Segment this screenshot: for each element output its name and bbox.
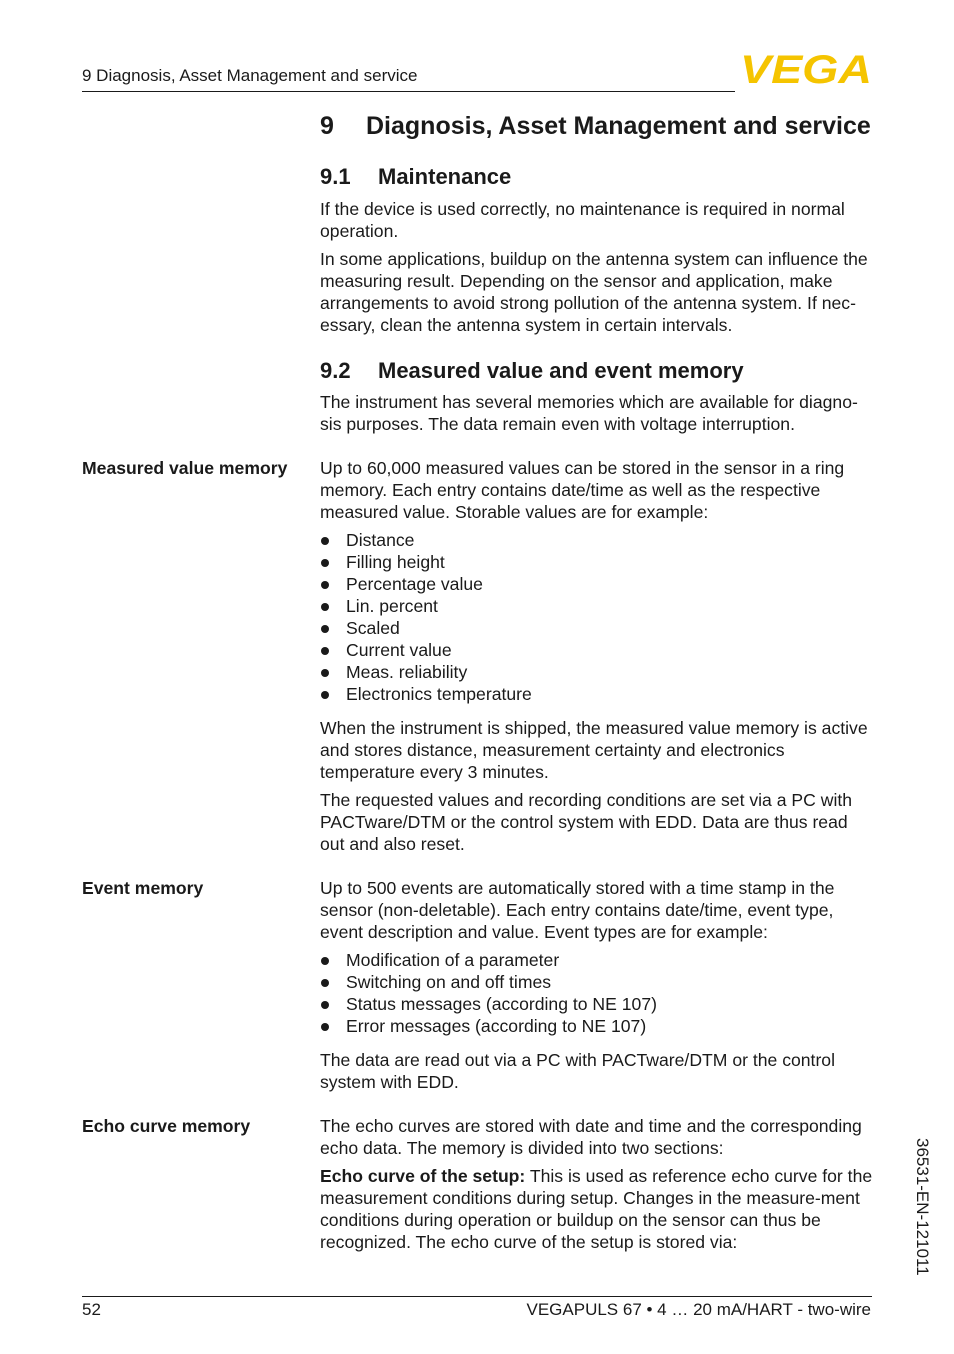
bullet-icon	[321, 957, 329, 965]
measured-memory-paragraph-1: Up to 60,000 measured values can be stored in the sensor in a ring memory. Each entry contains date/time as well as the respective measured value. Storable values are for example:	[320, 458, 845, 522]
footer-product: VEGAPULS 67 • 4 … 20 mA/HART - two-wire	[526, 1300, 871, 1319]
event-memory-label: Event memory	[82, 878, 204, 898]
measured-memory-paragraph-2: When the instrument is shipped, the measured value memory is active and stores distance, measurement certainty and electronics temperature every 3 minutes.	[320, 718, 868, 782]
echo-setup-text: This is used as reference echo curve for the measurement conditions during setup. Changes in the measure-ment conditions during operation or buildup on the sensor can thus be recognized. The echo curve of the setup is stored via:	[320, 1166, 873, 1252]
event-types-list	[320, 949, 876, 1037]
section-title: Measured value and event memory	[378, 358, 744, 383]
bullet-icon	[321, 979, 329, 987]
list-item: Electronics temperature	[320, 683, 876, 705]
section-title: Maintenance	[378, 164, 512, 189]
list-item: Meas. reliability	[320, 661, 876, 683]
section-number: 9.1	[320, 164, 351, 189]
bullet-icon	[321, 559, 329, 567]
section-9-1-heading	[320, 164, 511, 190]
list-item: Switching on and off times	[320, 971, 876, 993]
list-item: Percentage value	[320, 573, 876, 595]
running-header: 9 Diagnosis, Asset Management and service	[82, 66, 418, 85]
list-item: Status messages (according to NE 107)	[320, 993, 876, 1015]
header-rule	[82, 91, 735, 92]
measured-memory-paragraph-3: The requested values and recording conditions are set via a PC with PACTware/DTM or the control system with EDD. Data are thus read out and also reset.	[320, 790, 853, 854]
section-9-2-heading	[320, 358, 744, 384]
maintenance-paragraph-2: In some applications, buildup on the antenna system can influence the measuring result. Depending on the sensor and application, make arrangements to avoid strong pollution of the antenna system. If nec-essary, clean the antenna system in certain intervals.	[320, 249, 868, 335]
bullet-icon	[321, 1023, 329, 1031]
bullet-icon	[321, 1001, 329, 1009]
bullet-icon	[321, 669, 329, 677]
event-memory-paragraph-2: The data are read out via a PC with PACTware/DTM or the control system with EDD.	[320, 1050, 836, 1092]
echo-memory-paragraph-2	[320, 1165, 876, 1253]
bullet-icon	[321, 625, 329, 633]
document-id: 36531-EN-121011	[913, 1138, 932, 1276]
section-number: 9.2	[320, 358, 351, 383]
maintenance-paragraph-1: If the device is used correctly, no maintenance is required in normal operation.	[320, 199, 845, 241]
list-item: Filling height	[320, 551, 876, 573]
echo-memory-label: Echo curve memory	[82, 1116, 251, 1136]
event-memory-paragraph-1: Up to 500 events are automatically stored with a time stamp in the sensor (non-deletable). Each entry contains date/time, event type, event description and value. Event types are for example:	[320, 878, 835, 942]
bullet-icon	[321, 691, 329, 699]
measured-memory-label: Measured value memory	[82, 458, 288, 478]
chapter-number: 9	[320, 112, 334, 140]
list-item: Distance	[320, 529, 876, 551]
footer-rule	[82, 1296, 872, 1297]
storable-values-list	[320, 529, 876, 705]
list-item: Lin. percent	[320, 595, 876, 617]
list-item: Modification of a parameter	[320, 949, 876, 971]
page-number: 52	[82, 1300, 101, 1319]
list-item: Error messages (according to NE 107)	[320, 1015, 876, 1037]
echo-memory-paragraph-1: The echo curves are stored with date and time and the corresponding echo data. The memory is divided into two sections:	[320, 1116, 862, 1158]
memory-intro-paragraph: The instrument has several memories which are available for diagno-sis purposes. The data remain even with voltage interruption.	[320, 392, 858, 434]
chapter-title: Diagnosis, Asset Management and service	[366, 112, 871, 140]
echo-setup-term: Echo curve of the setup:	[320, 1166, 526, 1186]
list-item: Scaled	[320, 617, 876, 639]
logo-text: VEGA	[740, 50, 872, 86]
bullet-icon	[321, 581, 329, 589]
bullet-icon	[321, 647, 329, 655]
chapter-heading	[320, 112, 871, 141]
vega-logo	[740, 50, 874, 86]
bullet-icon	[321, 603, 329, 611]
bullet-icon	[321, 537, 329, 545]
list-item: Current value	[320, 639, 876, 661]
